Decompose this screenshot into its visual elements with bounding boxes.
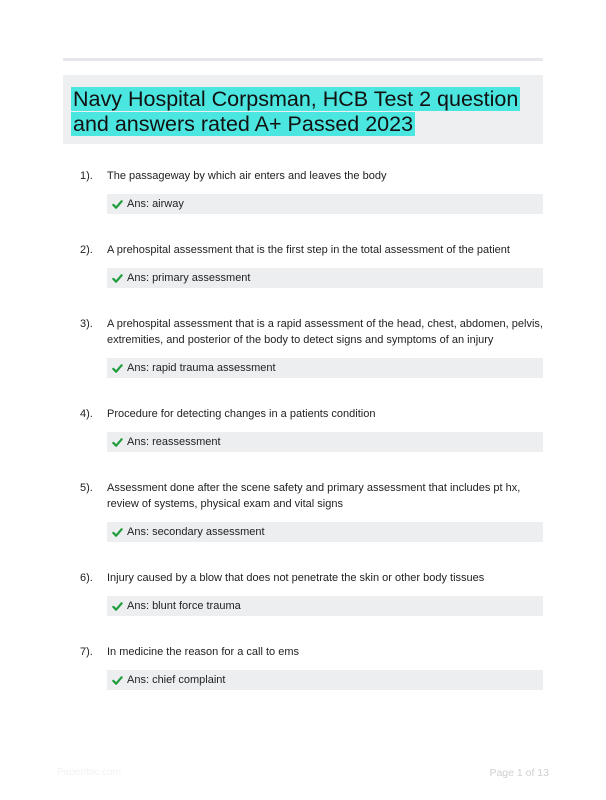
check-icon [112, 273, 123, 284]
question-item [80, 406, 543, 452]
answer-text: Ans: secondary assessment [127, 526, 265, 538]
answer-box [107, 358, 543, 378]
question-item [80, 644, 543, 690]
question-text: Assessment done after the scene safety and primary assessment that includes pt hx, review of systems, physical exam and vital signs [107, 482, 521, 510]
check-icon [112, 675, 123, 686]
question-number: 6). [80, 572, 93, 584]
answer-box [107, 194, 543, 214]
question-number: 3). [80, 318, 93, 330]
question-list [80, 168, 543, 690]
page-indicator: Page 1 of 13 [489, 767, 549, 779]
question-text: The passageway by which air enters and leaves the body [107, 170, 387, 182]
check-icon [112, 601, 123, 612]
check-icon [112, 363, 123, 374]
answer-box [107, 670, 543, 690]
question-number: 7). [80, 646, 93, 658]
question-text: Injury caused by a blow that does not penetrate the skin or other body tissues [107, 572, 485, 584]
header-divider [63, 58, 543, 61]
document-title-text: Navy Hospital Corpsman, HCB Test 2 question and answers rated A+ Passed 2023 [73, 87, 519, 136]
answer-box [107, 432, 543, 452]
question-text: In medicine the reason for a call to ems [107, 646, 299, 658]
question-number: 5). [80, 482, 93, 494]
answer-text: Ans: blunt force trauma [127, 600, 241, 612]
answer-text: Ans: chief complaint [127, 674, 226, 686]
question-number: 1). [80, 170, 93, 182]
question-item [80, 242, 543, 288]
answer-text: Ans: reassessment [127, 436, 221, 448]
question-text: Procedure for detecting changes in a patients condition [107, 408, 376, 420]
document-title [71, 87, 531, 137]
answer-text: Ans: primary assessment [127, 272, 251, 284]
question-item [80, 570, 543, 616]
answer-box [107, 268, 543, 288]
title-banner [63, 75, 543, 144]
check-icon [112, 199, 123, 210]
question-item [80, 168, 543, 214]
answer-text: Ans: rapid trauma assessment [127, 362, 276, 374]
question-text: A prehospital assessment that is a rapid assessment of the head, chest, abdomen, pelvis, extremities, and posterior of the body to detect signs and symptoms of an injury [107, 318, 543, 346]
question-item [80, 480, 543, 542]
footer-watermark: Papertbic.com [57, 767, 121, 778]
check-icon [112, 437, 123, 448]
question-number: 2). [80, 244, 93, 256]
answer-text: Ans: airway [127, 198, 184, 210]
question-number: 4). [80, 408, 93, 420]
check-icon [112, 527, 123, 538]
question-item [80, 316, 543, 378]
question-text: A prehospital assessment that is the first step in the total assessment of the patient [107, 244, 510, 256]
answer-box [107, 596, 543, 616]
answer-box [107, 522, 543, 542]
